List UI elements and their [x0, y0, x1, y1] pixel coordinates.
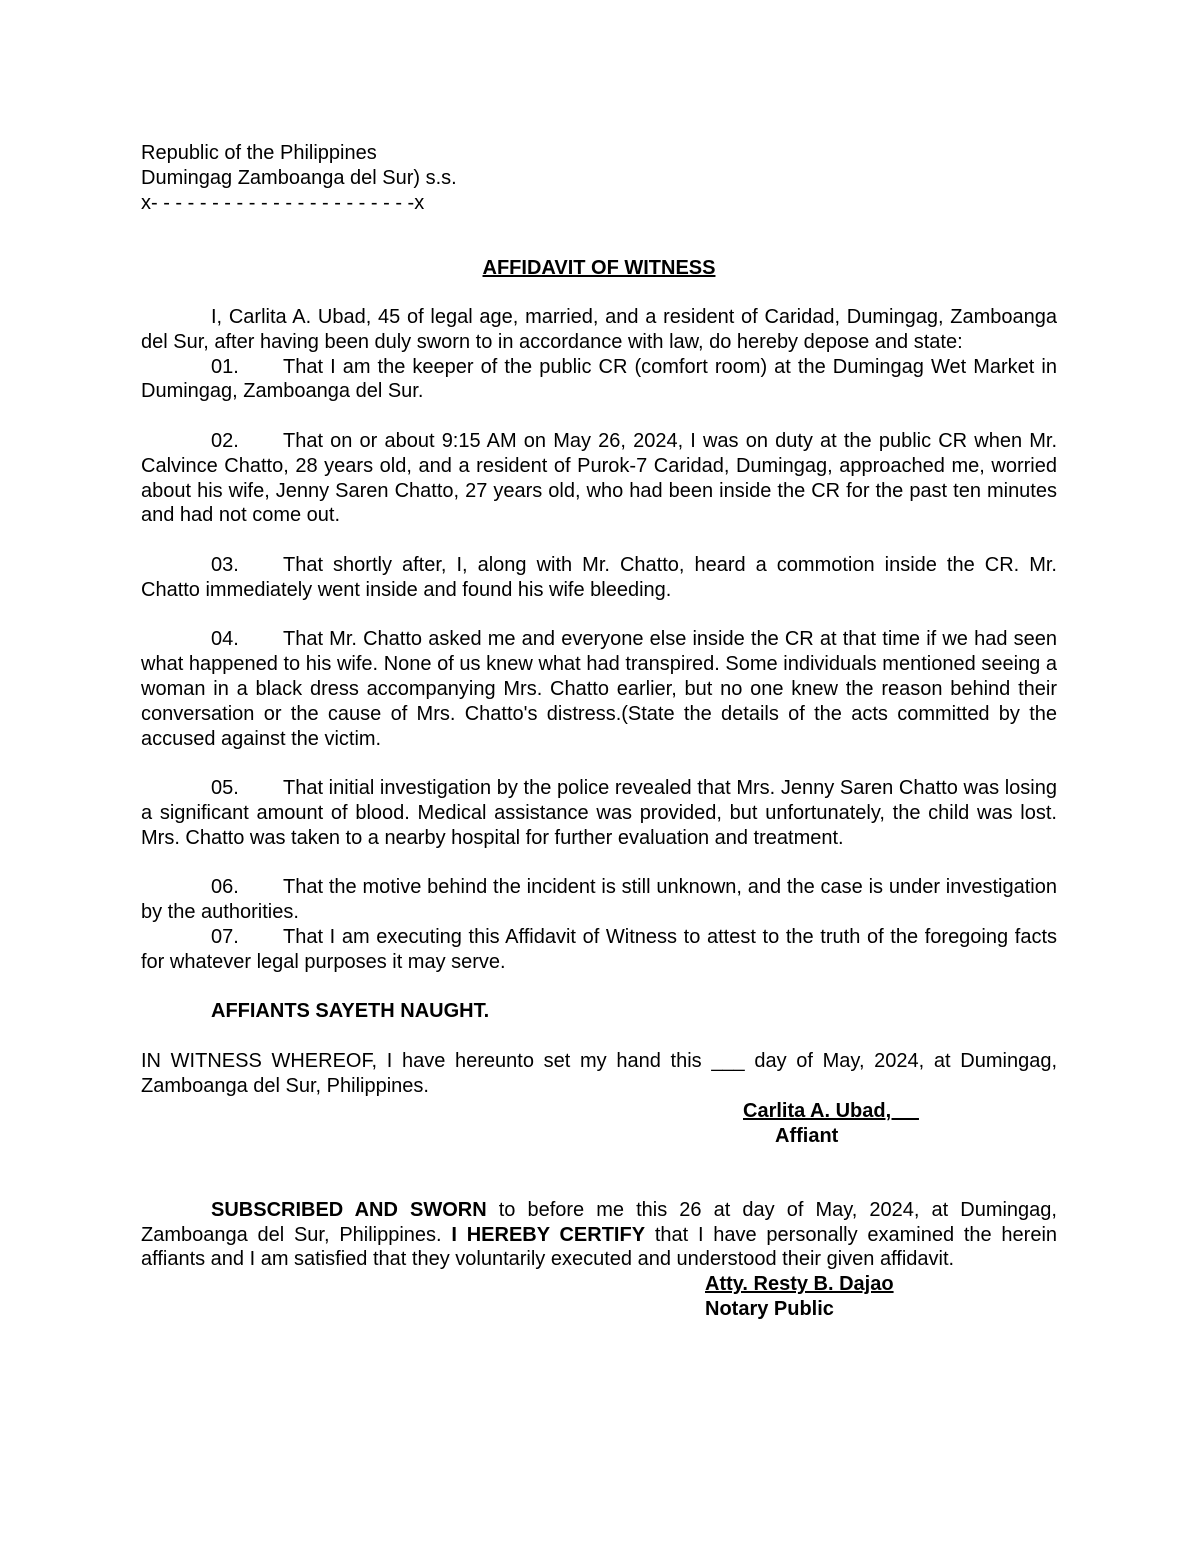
item-number: 07. [211, 925, 239, 948]
item-text: That initial investigation by the police revealed that Mrs. Jenny Saren Chatto was losing a significant amount of blood. Medical assistance was provided, but unfortunately, the child was lost. Mrs. Chatto was taken to a nearby hospital for further evaluation and treatment. [141, 777, 1057, 849]
statement-item-07 [141, 925, 1057, 975]
jurat-text-1: to before me this 26 at day of May, 2024, at Dumingag, Zamboanga del Sur, Philippines. [141, 1198, 1057, 1246]
item-text: That Mr. Chatto asked me and everyone else inside the CR at that time if we had seen what happened to his wife. None of us knew what had transpired. Some individuals mentioned seeing a woman in a black dress accompanying Mrs. Chatto earlier, but no one knew the reason behind their conversation or the cause of Mrs. Chatto's distress.(State the details of the acts committed by the accused against the victim. [141, 628, 1057, 750]
header-country: Republic of the Philippines [141, 142, 377, 164]
header-venue: Dumingag Zamboanga del Sur) s.s. [141, 167, 457, 189]
item-text: That I am executing this Affidavit of Witness to attest to the truth of the foregoing facts for whatever legal purposes it may serve. [141, 925, 1057, 973]
item-number: 04. [211, 628, 239, 651]
jurat-paragraph [141, 1198, 1057, 1272]
item-text: That I am the keeper of the public CR (comfort room) at the Dumingag Wet Market in Dumingag, Zamboanga del Sur. [141, 355, 1057, 403]
intro-paragraph: I, Carlita A. Ubad, 45 of legal age, married, and a resident of Caridad, Dumingag, Zamboanga del Sur, after having been duly sworn to in accordance with law, do hereby depose and state: [141, 306, 1057, 353]
item-number: 06. [211, 876, 239, 899]
notary-role: Notary Public [705, 1298, 834, 1321]
item-text: That the motive behind the incident is still unknown, and the case is under investigation by the authorities. [141, 876, 1057, 924]
jurat-certify: I HEREBY CERTIFY [451, 1223, 646, 1246]
item-text: That on or about 9:15 AM on May 26, 2024, I was on duty at the public CR when Mr. Calvince Chatto, 28 years old, and a resident of Purok-7 Caridad, Dumingag, approached me, worried about his wife, Jenny Saren Chatto, 27 years old, who had been inside the CR for the past ten minutes and had not come out. [141, 429, 1057, 527]
document-header [141, 141, 1057, 216]
notary-name: Atty. Resty B. Dajao [705, 1273, 894, 1296]
statement-item-01 [141, 355, 1057, 405]
notary-signature-block [705, 1272, 1057, 1322]
jurat-lead: SUBSCRIBED AND SWORN [211, 1198, 487, 1221]
statement-item-04 [141, 627, 1057, 751]
statement-item-03 [141, 553, 1057, 603]
jurat-text-2: that I have personally examined the herein affiants and I am satisfied that they voluntarily executed and understood their given affidavit. [141, 1223, 1058, 1271]
statement-item-06 [141, 875, 1057, 925]
item-number: 03. [211, 553, 239, 576]
header-separator: x- - - - - - - - - - - - - - - - - - - - - -x [141, 192, 425, 214]
item-number: 01. [211, 355, 239, 378]
item-text: That shortly after, I, along with Mr. Chatto, heard a commotion inside the CR. Mr. Chatto immediately went inside and found his wife bleeding. [141, 553, 1057, 601]
document-title: AFFIDAVIT OF WITNESS [482, 257, 716, 279]
affiant-name: Carlita A. Ubad, [743, 1099, 919, 1122]
statement-item-05 [141, 776, 1057, 850]
item-number: 05. [211, 777, 239, 800]
item-number: 02. [211, 429, 239, 452]
affiant-closing: AFFIANTS SAYETH NAUGHT. [211, 1000, 490, 1023]
affiant-role: Affiant [775, 1124, 839, 1147]
affidavit-page [141, 141, 1057, 1322]
witness-paragraph: IN WITNESS WHEREOF, I have hereunto set my hand this ___ day of May, 2024, at Dumingag, Zamboanga del Sur, Philippines. [141, 1050, 1057, 1097]
affiant-signature-block [743, 1099, 1057, 1149]
statement-item-02 [141, 429, 1057, 528]
